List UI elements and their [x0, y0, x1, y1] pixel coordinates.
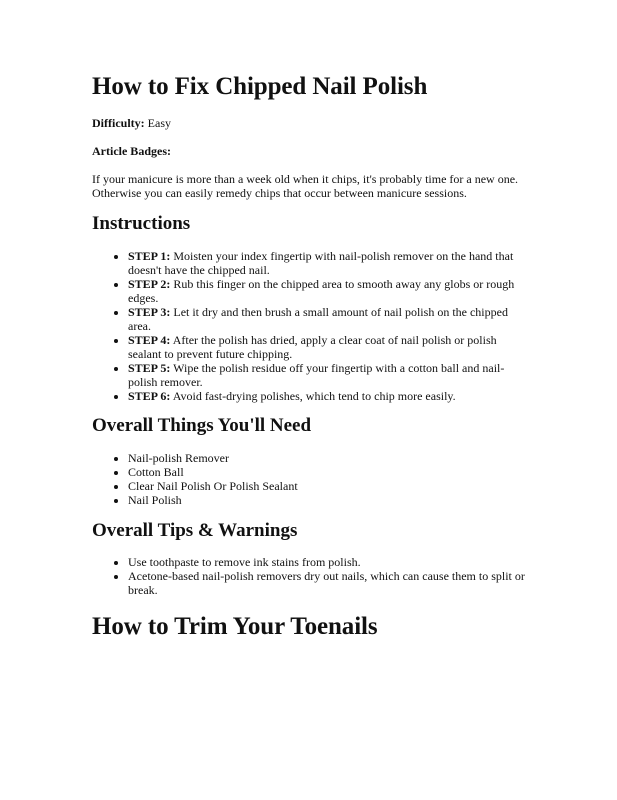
things-needed-list — [92, 451, 532, 507]
tip-item: • Use toothpaste to remove ink stains from polish. — [128, 555, 532, 569]
step-item — [128, 277, 532, 305]
badges-label: Article Badges: — [92, 144, 171, 158]
next-article-title: How to Trim Your Toenails — [92, 613, 378, 640]
need-item: • Nail Polish — [128, 493, 532, 507]
step-text: Rub this finger on the chipped area to smooth away any globs or rough edges. — [128, 277, 515, 305]
need-item: • Nail-polish Remover — [128, 451, 532, 465]
need-item: • Cotton Ball — [128, 465, 532, 479]
step-text: Moisten your index fingertip with nail-polish remover on the hand that doesn't have the chipped nail. — [128, 249, 514, 277]
step-text: Let it dry and then brush a small amount of nail polish on the chipped area. — [128, 305, 508, 333]
step-item — [128, 389, 532, 403]
instructions-list — [92, 249, 532, 403]
tips-list — [92, 555, 532, 597]
need-item: • Clear Nail Polish Or Polish Sealant — [128, 479, 532, 493]
difficulty-line — [92, 116, 171, 130]
difficulty-label: Difficulty: — [92, 116, 145, 130]
step-text: After the polish has dried, apply a clear coat of nail polish or polish sealant to prevent future chipping. — [128, 333, 497, 361]
step-label: STEP 2: — [128, 277, 171, 291]
step-item — [128, 333, 532, 361]
step-item — [128, 249, 532, 277]
tip-item: • Acetone-based nail-polish removers dry out nails, which can cause them to split or break. — [128, 569, 532, 597]
intro-paragraph: If your manicure is more than a week old when it chips, it's probably time for a new one. Otherwise you can easily remedy chips that occur between manicure sessions. — [92, 172, 519, 200]
step-label: STEP 5: — [128, 361, 171, 375]
step-text: Wipe the polish residue off your fingertip with a cotton ball and nail-polish remover. — [128, 361, 505, 389]
step-label: STEP 6: — [128, 389, 171, 403]
badges-line — [92, 144, 171, 158]
article-title: How to Fix Chipped Nail Polish — [92, 73, 428, 100]
step-item — [128, 305, 532, 333]
step-label: STEP 3: — [128, 305, 171, 319]
step-item — [128, 361, 532, 389]
instructions-heading: Instructions — [92, 213, 191, 234]
step-label: STEP 1: — [128, 249, 171, 263]
difficulty-value: Easy — [147, 116, 171, 130]
step-text: Avoid fast-drying polishes, which tend to chip more easily. — [172, 389, 456, 403]
things-needed-heading: Overall Things You'll Need — [92, 415, 312, 436]
step-label: STEP 4: — [128, 333, 171, 347]
tips-heading: Overall Tips & Warnings — [92, 520, 298, 541]
